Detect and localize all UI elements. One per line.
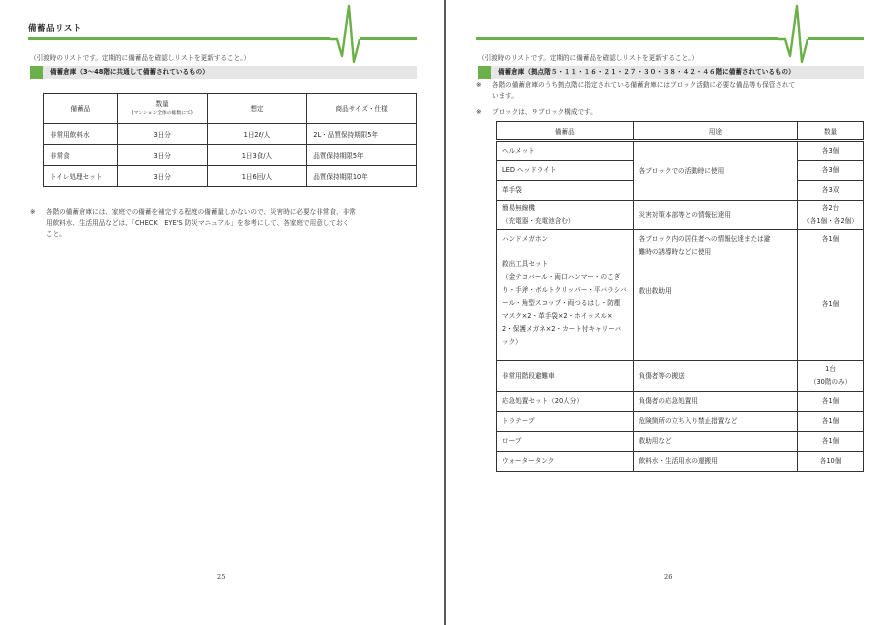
row-item: トラテープ (497, 412, 634, 432)
note-line: こと。 (46, 230, 66, 238)
document-title: 備蓄品リスト (28, 24, 82, 34)
row-quantity (798, 201, 864, 230)
table-row (497, 361, 864, 392)
row-item-line: 簡易無線機 (502, 204, 535, 212)
row-item-line: （充電器・充電池含む） (502, 217, 575, 225)
row-item (497, 230, 634, 361)
row-item-line: ハンドメガホン (502, 235, 549, 243)
ecg-heartbeat-icon (330, 4, 360, 68)
table-header-row (44, 94, 417, 124)
row-spec: 2L・品質保持期限5年 (307, 124, 417, 145)
row-item-line: り・手斧・ボルトクリッパー・平バラシバ (502, 286, 627, 294)
row-item (497, 201, 634, 230)
table-row (497, 392, 864, 412)
note-line: 各階の備蓄倉庫のうち拠点階に指定されている備蓄倉庫にはブロック活動に必要な備品等も保管されて (492, 81, 796, 89)
row-item-line: 2・保護メガネ×2・カート付キャリーバ (502, 325, 622, 333)
row-spec: 品質保持期限10年 (307, 166, 417, 187)
row-item-line: 救出工具セット (502, 260, 549, 268)
row-usage: 災害対策本部等との情報伝達用 (633, 201, 798, 230)
section-label: 備蓄倉庫（拠点階５・１１・１６・２１・２７・３０・３８・４２・４６階に備蓄されているもの） (498, 68, 795, 76)
table-row (497, 412, 864, 432)
household-note (46, 207, 418, 240)
base-floor-note (492, 80, 864, 102)
block-note: ブロックは、９ブロック構成です。 (492, 108, 597, 116)
header-quantity-label: 数量 (155, 99, 169, 108)
table-row (497, 201, 864, 230)
row-item: 応急処置セット（20人分） (497, 392, 634, 412)
table-row (44, 124, 417, 145)
header-quantity: 数量 (798, 122, 864, 141)
row-quantity-line: （各1個・各2個） (803, 217, 858, 225)
row-item: 非常用飲料水 (44, 124, 118, 145)
left-page (0, 0, 444, 625)
table-header-row (497, 122, 864, 141)
row-usage (633, 230, 798, 361)
row-quantity-line: （30階のみ） (809, 378, 852, 386)
row-usage: 負傷者の応急処置用 (633, 392, 798, 412)
header-quantity (117, 94, 207, 124)
intro-text: （引渡時のリストです。定期的に備蓄品を確認しリストを更新すること。） (478, 54, 699, 62)
row-item: LED ヘッドライト (497, 161, 634, 181)
row-quantity-line: 1台 (825, 365, 836, 373)
row-assumption: 1日3食/人 (207, 145, 307, 166)
row-assumption: 1日2ℓ/人 (207, 124, 307, 145)
header-rule-right (476, 37, 778, 40)
row-quantity: 各1個 (798, 432, 864, 452)
note-line: 用飲料水、生活用品などは、「CHECK EYE'S 防災マニュアル」を参考にして、各家庭で用意しておく (46, 219, 350, 227)
row-quantity (798, 230, 864, 361)
header-rule-left-end (360, 37, 417, 40)
page-number: 25 (217, 573, 226, 581)
header-rule-left (28, 37, 330, 40)
row-item: 非常食 (44, 145, 118, 166)
section-header (30, 66, 417, 79)
row-quantity: 各3個 (798, 161, 864, 181)
ecg-heartbeat-icon (778, 4, 808, 68)
note-mark: ※ (476, 81, 482, 89)
table-row (497, 452, 864, 472)
row-usage-line: 各ブロック内の居住者への情報伝達または避 (638, 235, 771, 243)
row-usage-line: 救出救助用 (638, 287, 672, 295)
intro-text: （引渡時のリストです。定期的に備蓄品を確認しリストを更新すること。） (30, 54, 251, 62)
row-item: ロープ (497, 432, 634, 452)
section-marker (30, 66, 43, 79)
row-quantity: 各10個 (798, 452, 864, 472)
row-quantity: 各3双 (798, 181, 864, 201)
row-item-line: マスク×2・革手袋×2・ホイッスル× (502, 312, 613, 320)
row-quantity: 3日分 (117, 145, 207, 166)
row-item-line: ール・角型スコップ・両つるはし・防塵 (502, 299, 621, 307)
row-quantity: 3日分 (117, 166, 207, 187)
table-row (497, 230, 864, 361)
row-item: 非常用階段避難車 (497, 361, 634, 392)
stockpile-table (43, 93, 417, 187)
table-row (497, 141, 864, 161)
row-quantity (798, 361, 864, 392)
page-number: 26 (664, 573, 673, 581)
header-usage: 用途 (633, 122, 798, 141)
header-rule-right-end (808, 37, 864, 40)
note-line: います。 (492, 92, 518, 100)
row-quantity: 各1個 (798, 392, 864, 412)
section-header (478, 66, 864, 79)
row-assumption: 1日6回/人 (207, 166, 307, 187)
row-usage: 飲料水・生活用水の運搬用 (633, 452, 798, 472)
note-mark: ※ (476, 108, 482, 116)
row-item: ヘルメット (497, 141, 634, 161)
row-quantity: 各3個 (798, 141, 864, 161)
table-row (44, 145, 417, 166)
note-mark: ※ (30, 208, 36, 216)
row-spec: 品質保持期限5年 (307, 145, 417, 166)
section-label: 備蓄倉庫（3～48階に共通して備蓄されているもの） (50, 68, 209, 76)
row-usage: 危険箇所の立ち入り禁止措置など (633, 412, 798, 432)
row-item: トイレ処理セット (44, 166, 118, 187)
row-quantity-line: 各1個 (821, 235, 840, 243)
right-page (446, 0, 889, 625)
table-row (44, 166, 417, 187)
table-row (497, 432, 864, 452)
row-item-line: ック） (502, 338, 522, 346)
row-usage: 救助用など (633, 432, 798, 452)
row-quantity-line: 各1個 (821, 300, 840, 308)
row-item: ウォータータンク (497, 452, 634, 472)
header-quantity-note: (マンション全体の総数にて) (131, 110, 193, 116)
header-spec: 商品サイズ・仕様 (307, 94, 417, 124)
header-item: 備蓄品 (497, 122, 634, 141)
row-usage-line: 難時の誘導時などに使用 (638, 248, 712, 256)
row-usage: 負傷者等の搬送 (633, 361, 798, 392)
row-usage: 各ブロックでの活動時に使用 (633, 141, 798, 201)
row-quantity-line: 各2台 (821, 204, 840, 212)
row-item-line: （金テコバール・両口ハンマー・のこぎ (502, 273, 621, 281)
note-line: 各階の備蓄倉庫には、家庭での備蓄を補完する程度の備蓄量しかないので、災害時に必要な非常食、非常 (46, 208, 356, 216)
row-quantity: 各1個 (798, 412, 864, 432)
header-assumption: 想定 (207, 94, 307, 124)
row-quantity: 3日分 (117, 124, 207, 145)
base-floor-table (496, 121, 864, 472)
row-item: 革手袋 (497, 181, 634, 201)
header-item: 備蓄品 (44, 94, 118, 124)
section-marker (478, 66, 491, 79)
